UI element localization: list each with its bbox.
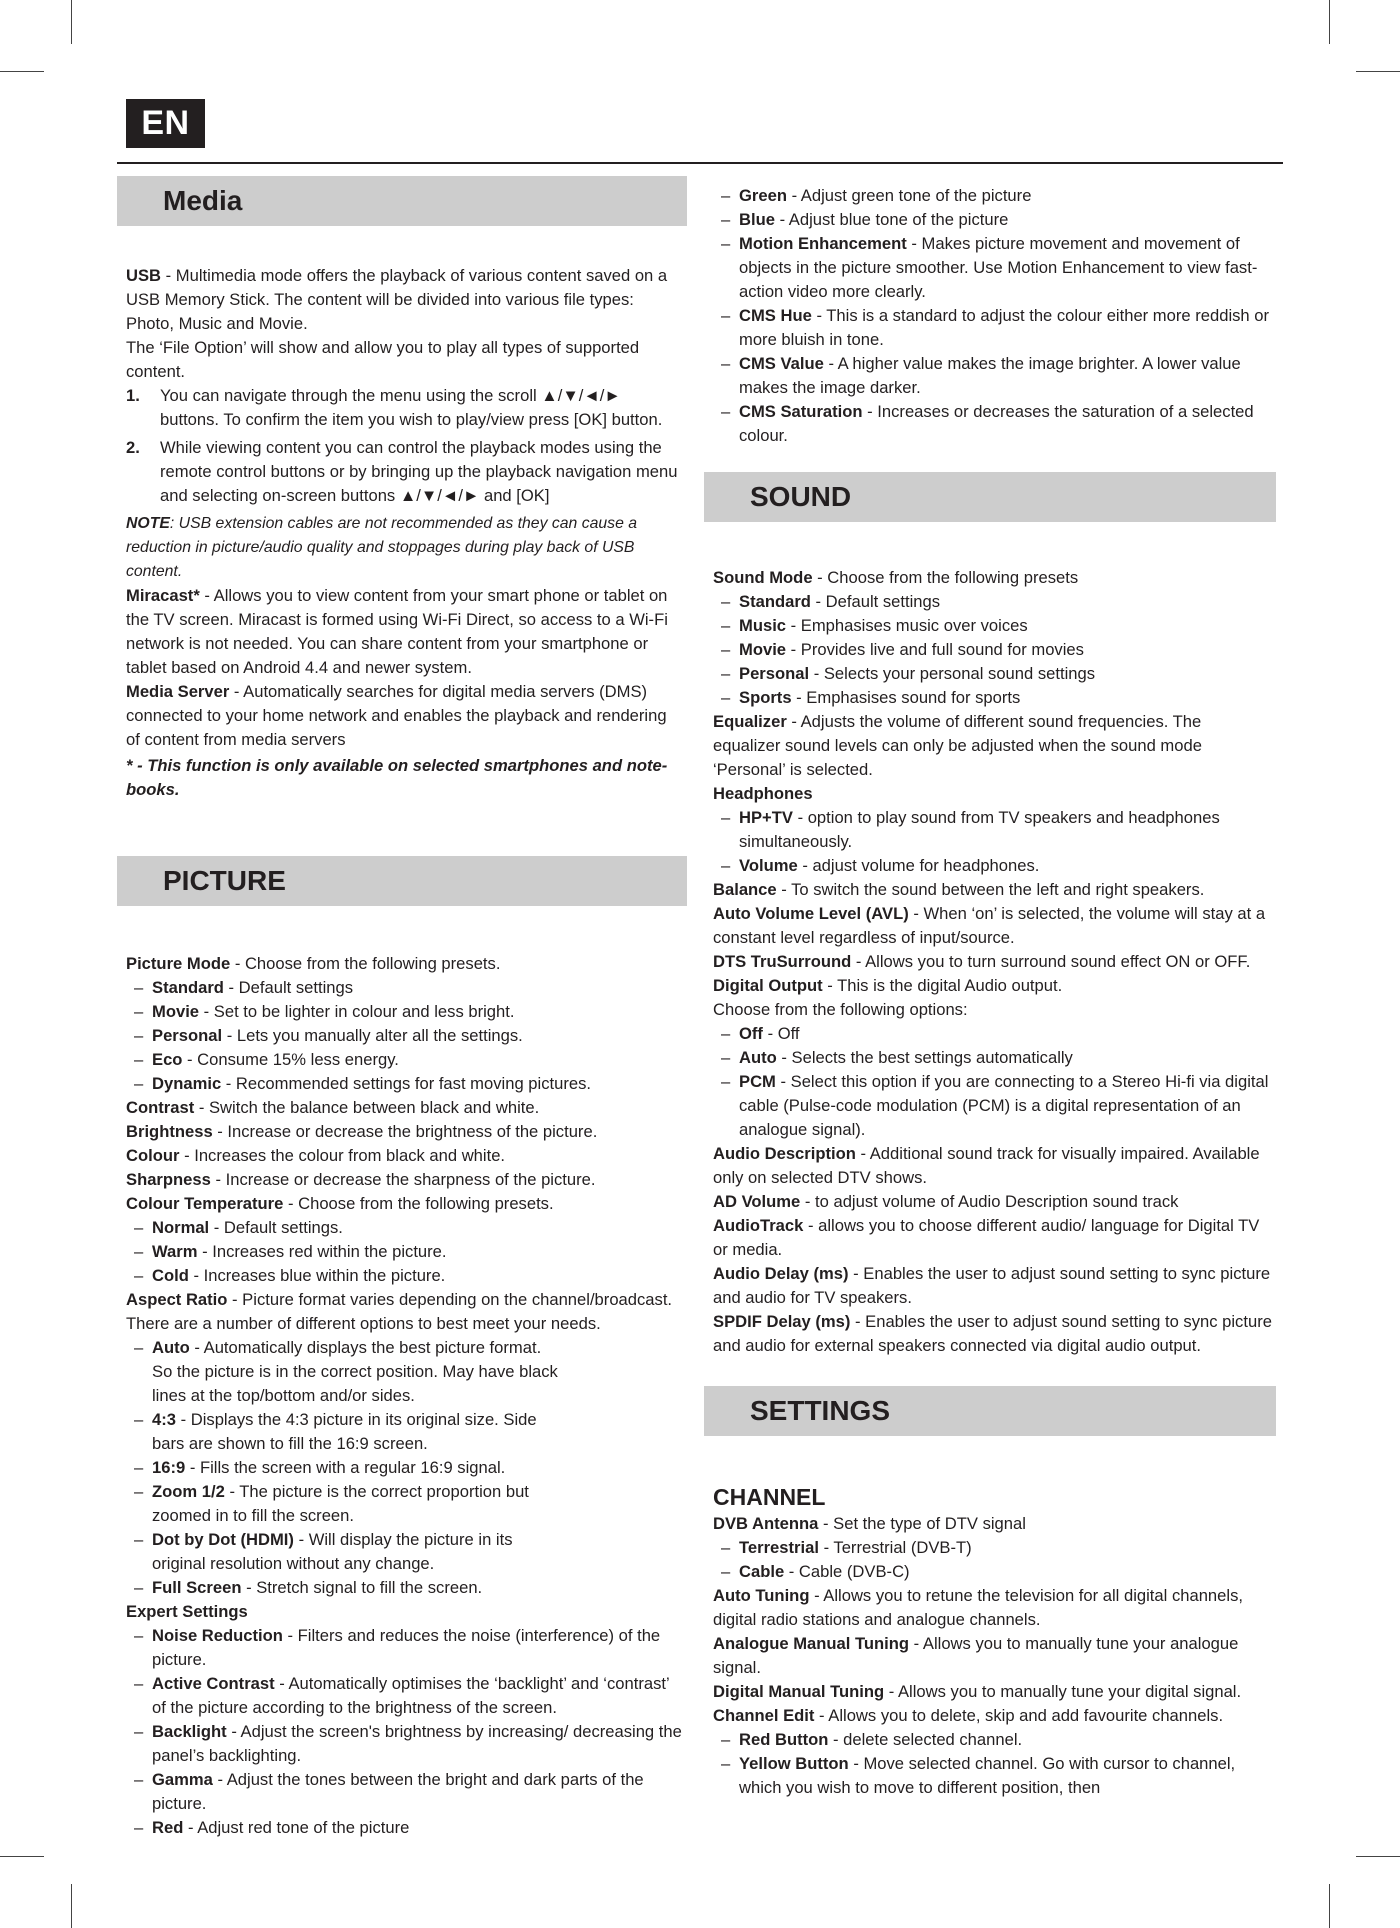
list-item: – Backlight - Adjust the screen's brightness by increasing/ decreasing the panel’s backlighting. [134, 1720, 683, 1768]
dts-paragraph: DTS TruSurround - Allows you to turn surround sound effect ON or OFF. [713, 952, 1251, 971]
picture-section [117, 952, 687, 1840]
contrast-paragraph: Contrast - Switch the balance between black and white. [126, 1098, 540, 1117]
picture-section-continued [704, 184, 1276, 448]
list-item: – Red - Adjust red tone of the picture [134, 1816, 683, 1840]
usb-note [126, 512, 683, 584]
file-option-paragraph: The ‘File Option’ will show and allow you to play all types of supported content. [126, 338, 640, 381]
list-item: – Zoom 1/2 - The picture is the correct proportion but zoomed in to fill the screen. [134, 1480, 563, 1528]
channel-edit-list [713, 1728, 1272, 1800]
list-item: – 4:3 - Displays the 4:3 picture in its original size. Side bars are shown to fill the 16:9 screen. [134, 1408, 563, 1456]
media-heading: Media [117, 176, 687, 226]
list-item: – Music - Emphasises music over voices [721, 614, 1272, 638]
crop-mark [1329, 0, 1330, 44]
list-item: – Motion Enhancement - Makes picture movement and movement of objects in the picture smoother. Use Motion Enhancement to view fast-action video more clearly. [721, 232, 1272, 304]
analogue-manual-paragraph: Analogue Manual Tuning - Allows you to manually tune your analogue signal. [713, 1634, 1239, 1677]
list-item: – CMS Value - A higher value makes the image brighter. A lower value makes the image darker. [721, 352, 1272, 400]
media-section [117, 264, 687, 802]
sound-mode-paragraph: Sound Mode - Choose from the following presets [713, 568, 1079, 587]
list-item: – Volume - adjust volume for headphones. [721, 854, 1272, 878]
crop-mark [0, 71, 44, 72]
sound-section [704, 566, 1276, 1358]
list-item: – HP+TV - option to play sound from TV speakers and headphones simultaneously. [721, 806, 1272, 854]
language-badge: EN [126, 99, 205, 148]
settings-section [704, 1482, 1276, 1800]
note-label: NOTE [126, 515, 170, 532]
list-item: – Personal - Lets you manually alter all the settings. [134, 1024, 683, 1048]
miracast-paragraph: Miracast* - Allows you to view content from your smart phone or tablet on the TV screen. Miracast is formed using Wi-Fi Direct, so access to a Wi-Fi network is not needed. You can share content from your smartphone or tablet based on Android 4.4 and newer system. [126, 586, 668, 677]
list-item: 2. While viewing content you can control the playback modes using the remote control buttons or by bringing up the playback navigation menu and selecting on-screen buttons ▲/▼/◄/► and [OK] [126, 438, 678, 505]
list-item: – Cold - Increases blue within the picture. [134, 1264, 683, 1288]
audio-delay-paragraph: Audio Delay (ms) - Enables the user to adjust sound setting to sync picture and audio for TV speakers. [713, 1264, 1271, 1307]
sound-heading: SOUND [704, 472, 1276, 522]
list-item: – Active Contrast - Automatically optimises the ‘backlight’ and ‘contrast’ of the picture according to the brightness of the screen. [134, 1672, 683, 1720]
antenna-list [713, 1536, 1272, 1584]
spdif-delay-paragraph: SPDIF Delay (ms) - Enables the user to adjust sound setting to sync picture and audio for external speakers connected via digital audio output. [713, 1312, 1272, 1355]
list-item: – Auto - Selects the best settings automatically [721, 1046, 1272, 1070]
list-item: – Red Button - delete selected channel. [721, 1728, 1272, 1752]
expert-settings-list [126, 1624, 683, 1840]
headphones-list [713, 806, 1272, 878]
list-item: – Blue - Adjust blue tone of the picture [721, 208, 1272, 232]
list-item: – Normal - Default settings. [134, 1216, 683, 1240]
audio-description-paragraph: Audio Description - Additional sound track for visually impaired. Available only on selected DTV shows. [713, 1144, 1260, 1187]
crop-mark [1329, 1884, 1330, 1928]
list-item: – Gamma - Adjust the tones between the bright and dark parts of the picture. [134, 1768, 683, 1816]
list-item: – Eco - Consume 15% less energy. [134, 1048, 683, 1072]
auto-tuning-paragraph: Auto Tuning - Allows you to retune the television for all digital channels, digital radio stations and analogue channels. [713, 1586, 1243, 1629]
ad-volume-paragraph: AD Volume - to adjust volume of Audio Description sound track [713, 1192, 1179, 1211]
colour-temperature-paragraph: Colour Temperature - Choose from the following presets. [126, 1194, 554, 1213]
list-item: – CMS Hue - This is a standard to adjust the colour either more reddish or more bluish in tone. [721, 304, 1272, 352]
list-item: – Green - Adjust green tone of the picture [721, 184, 1272, 208]
list-item: – Terrestrial - Terrestrial (DVB-T) [721, 1536, 1272, 1560]
list-item: – Noise Reduction - Filters and reduces the noise (interference) of the picture. [134, 1624, 683, 1672]
channel-heading: CHANNEL [713, 1484, 826, 1510]
list-item: – Off - Off [721, 1022, 1272, 1046]
colour-paragraph: Colour - Increases the colour from black and white. [126, 1146, 506, 1165]
crop-mark [0, 1856, 44, 1857]
equalizer-paragraph: Equalizer - Adjusts the volume of different sound frequencies. The equalizer sound levels can only be adjusted when the sound mode ‘Personal’ is selected. [713, 712, 1202, 779]
picture-presets-list [126, 976, 683, 1096]
header-rule [117, 162, 1283, 164]
picture-mode-paragraph: Picture Mode - Choose from the following presets. [126, 954, 501, 973]
channel-edit-paragraph: Channel Edit - Allows you to delete, skip and add favourite channels. [713, 1706, 1224, 1725]
list-item: – Dot by Dot (HDMI) - Will display the picture in its original resolution without any change. [134, 1528, 563, 1576]
list-item: – Yellow Button - Move selected channel. Go with cursor to channel, which you wish to move to different position, then [721, 1752, 1272, 1800]
aspect-ratio-list [126, 1336, 683, 1600]
crop-mark [71, 1884, 72, 1928]
aspect-ratio-paragraph: Aspect Ratio - Picture format varies depending on the channel/broadcast. There are a number of different options to best meet your needs. [126, 1290, 673, 1333]
headphones-label: Headphones [713, 784, 813, 803]
dvb-antenna-paragraph: DVB Antenna - Set the type of DTV signal [713, 1514, 1026, 1533]
usb-label: USB [126, 266, 162, 285]
list-item: – Cable - Cable (DVB-C) [721, 1560, 1272, 1584]
media-footnote: * - This function is only available on selected smartphones and note-books. [126, 756, 668, 799]
expert-settings-list-continued [713, 184, 1272, 448]
avl-paragraph: Auto Volume Level (AVL) - When ‘on’ is selected, the volume will stay at a constant level regardless of input/source. [713, 904, 1266, 947]
choose-options-text: Choose from the following options: [713, 1000, 968, 1019]
sharpness-paragraph: Sharpness - Increase or decrease the sharpness of the picture. [126, 1170, 596, 1189]
list-item: – Dynamic - Recommended settings for fast moving pictures. [134, 1072, 683, 1096]
crop-mark [1356, 71, 1400, 72]
settings-heading: SETTINGS [704, 1386, 1276, 1436]
audio-track-paragraph: AudioTrack - allows you to choose different audio/ language for Digital TV or media. [713, 1216, 1260, 1259]
digital-output-paragraph: Digital Output - This is the digital Audio output. [713, 976, 1063, 995]
list-item: – Movie - Provides live and full sound for movies [721, 638, 1272, 662]
list-item: – Full Screen - Stretch signal to fill the screen. [134, 1576, 563, 1600]
right-column [704, 184, 1276, 1800]
media-server-paragraph: Media Server - Automatically searches for digital media servers (DMS) connected to your home network and enables the playback and rendering of content from media servers [126, 682, 667, 749]
crop-mark [1356, 1856, 1400, 1857]
picture-heading: PICTURE [117, 856, 687, 906]
list-item: – PCM - Select this option if you are connecting to a Stereo Hi-fi via digital cable (Pulse-code modulation (PCM) is a digital representation of an analogue signal). [721, 1070, 1272, 1142]
list-item: – Movie - Set to be lighter in colour and less bright. [134, 1000, 683, 1024]
colour-temperature-list [126, 1216, 683, 1288]
list-item: – Standard - Default settings [134, 976, 683, 1000]
usb-paragraph [126, 264, 683, 336]
crop-mark [71, 0, 72, 44]
list-item: – Standard - Default settings [721, 590, 1272, 614]
digital-manual-paragraph: Digital Manual Tuning - Allows you to manually tune your digital signal. [713, 1682, 1242, 1701]
sound-presets-list [713, 590, 1272, 710]
expert-settings-label: Expert Settings [126, 1602, 248, 1621]
list-item: – 16:9 - Fills the screen with a regular 16:9 signal. [134, 1456, 563, 1480]
list-item: – Sports - Emphasises sound for sports [721, 686, 1272, 710]
list-item: – CMS Saturation - Increases or decreases the saturation of a selected colour. [721, 400, 1272, 448]
digital-output-list [713, 1022, 1272, 1142]
left-column [117, 176, 687, 1840]
note-text: : USB extension cables are not recommended as they can cause a reduction in picture/audio quality and stoppages during play back of USB content. [126, 515, 638, 580]
list-item: – Auto - Automatically displays the best picture format. So the picture is in the correct position. May have black lines at the top/bottom and/or sides. [134, 1336, 563, 1408]
list-item: 1. You can navigate through the menu using the scroll ▲/▼/◄/► buttons. To confirm the item you wish to play/view press [OK] button. [126, 386, 663, 429]
usb-text: - Multimedia mode offers the playback of various content saved on a USB Memory Stick. The content will be divided into various file types: Photo, Music and Movie. [126, 266, 668, 333]
balance-paragraph: Balance - To switch the sound between the left and right speakers. [713, 880, 1205, 899]
brightness-paragraph: Brightness - Increase or decrease the brightness of the picture. [126, 1122, 598, 1141]
list-item: – Personal - Selects your personal sound settings [721, 662, 1272, 686]
list-item: – Warm - Increases red within the picture. [134, 1240, 683, 1264]
usb-steps-list [126, 384, 683, 508]
